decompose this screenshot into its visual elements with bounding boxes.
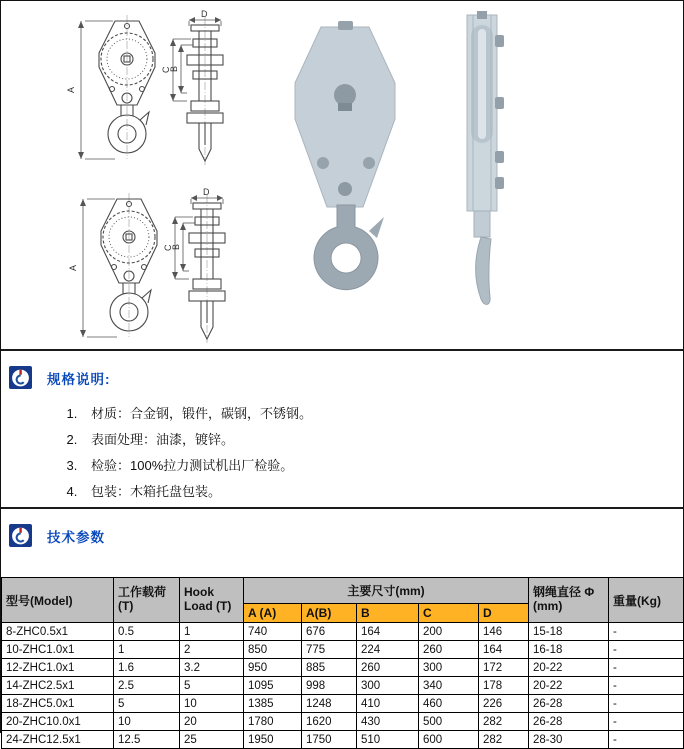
table-cell: 164 — [357, 623, 419, 641]
table-cell: 20 — [180, 713, 244, 731]
table-cell: 164 — [479, 641, 529, 659]
table-cell: - — [609, 659, 684, 677]
table-cell: 1385 — [244, 695, 302, 713]
pulley-hook-icon — [9, 366, 32, 389]
table-cell: 146 — [479, 623, 529, 641]
table-cell: 282 — [479, 731, 529, 749]
table-cell: 10 — [114, 713, 180, 731]
spec-section — [1, 351, 683, 507]
table-cell: 26-28 — [529, 713, 609, 731]
spec-list-item: 3. 检验：100%拉力测试机出厂检验。 — [81, 453, 683, 479]
table-cell: - — [609, 677, 684, 695]
dimension-subheader: D — [479, 604, 529, 623]
table-cell: 1095 — [244, 677, 302, 695]
table-row — [2, 677, 684, 695]
dimension-subheader: A(B) — [302, 604, 357, 623]
table-row — [2, 695, 684, 713]
table-cell: 16-18 — [529, 641, 609, 659]
table-cell: 14-ZHC2.5x1 — [2, 677, 114, 695]
table-cell: 15-18 — [529, 623, 609, 641]
spec-list-item: 2. 表面处理：油漆，镀锌。 — [81, 427, 683, 453]
table-cell: 740 — [244, 623, 302, 641]
table-cell: 2.5 — [114, 677, 180, 695]
col-header-work-load: 工作载荷 (T) — [114, 578, 180, 623]
table-cell: 18-ZHC5.0x1 — [2, 695, 114, 713]
table-cell: 998 — [302, 677, 357, 695]
table-cell: - — [609, 641, 684, 659]
table-cell: 1248 — [302, 695, 357, 713]
params-section-title: 技术参数 — [47, 529, 105, 545]
spec-list — [9, 401, 683, 505]
table-cell: 10-ZHC1.0x1 — [2, 641, 114, 659]
col-header-hook-load: Hook Load (T) — [180, 578, 244, 623]
table-body — [2, 623, 684, 749]
spec-list-item: 1. 材质：合金钢，锻件，碳钢，不锈钢。 — [81, 401, 683, 427]
table-cell: 20-22 — [529, 659, 609, 677]
table-row — [2, 713, 684, 731]
col-header-main-dimensions: 主要尺寸(mm) — [244, 578, 529, 604]
dimension-subheader: B — [357, 604, 419, 623]
spec-list-item: 4. 包装：木箱托盘包装。 — [81, 479, 683, 505]
table-cell: 1 — [114, 641, 180, 659]
table-cell: 775 — [302, 641, 357, 659]
technical-drawing-2 — [67, 187, 242, 345]
table-cell: 500 — [419, 713, 479, 731]
table-cell: 460 — [419, 695, 479, 713]
table-cell: - — [609, 731, 684, 749]
table-cell: 510 — [357, 731, 419, 749]
table-cell: 600 — [419, 731, 479, 749]
table-row — [2, 641, 684, 659]
table-cell: 1620 — [302, 713, 357, 731]
table-cell: 676 — [302, 623, 357, 641]
col-header-weight: 重量(Kg) — [609, 578, 684, 623]
table-cell: 172 — [479, 659, 529, 677]
table-cell: 2 — [180, 641, 244, 659]
table-cell: 12-ZHC1.0x1 — [2, 659, 114, 677]
product-photo-side — [447, 11, 519, 313]
table-cell: 885 — [302, 659, 357, 677]
table-cell: 1950 — [244, 731, 302, 749]
table-cell: 950 — [244, 659, 302, 677]
product-images-section — [1, 1, 683, 349]
table-cell: 10 — [180, 695, 244, 713]
col-header-rope-diameter: 钢绳直径 Φ (mm) — [529, 578, 609, 623]
dimension-subheader: A (A) — [244, 604, 302, 623]
table-cell: 28-30 — [529, 731, 609, 749]
pulley-hook-icon — [9, 524, 32, 547]
table-cell: 25 — [180, 731, 244, 749]
table-cell: 26-28 — [529, 695, 609, 713]
spec-section-title: 规格说明: — [47, 371, 111, 387]
table-cell: 5 — [114, 695, 180, 713]
table-cell: 24-ZHC12.5x1 — [2, 731, 114, 749]
dimension-subheader: C — [419, 604, 479, 623]
parameters-table — [1, 577, 684, 749]
table-cell: 224 — [357, 641, 419, 659]
table-cell: 178 — [479, 677, 529, 695]
table-cell: 226 — [479, 695, 529, 713]
technical-drawing-1 — [65, 9, 240, 167]
product-photo-front — [289, 21, 401, 305]
table-cell: 20-ZHC10.0x1 — [2, 713, 114, 731]
table-cell: 3.2 — [180, 659, 244, 677]
table-row — [2, 731, 684, 749]
table-cell: - — [609, 713, 684, 731]
table-cell: 850 — [244, 641, 302, 659]
table-cell: 282 — [479, 713, 529, 731]
table-cell: 200 — [419, 623, 479, 641]
table-row — [2, 623, 684, 641]
params-section — [1, 509, 683, 577]
table-cell: 0.5 — [114, 623, 180, 641]
table-cell: - — [609, 623, 684, 641]
table-cell: 410 — [357, 695, 419, 713]
table-cell: 1780 — [244, 713, 302, 731]
table-cell: 300 — [357, 677, 419, 695]
table-cell: 8-ZHC0.5x1 — [2, 623, 114, 641]
table-cell: 260 — [419, 641, 479, 659]
table-cell: 5 — [180, 677, 244, 695]
table-cell: 1.6 — [114, 659, 180, 677]
table-cell: 12.5 — [114, 731, 180, 749]
table-row — [2, 659, 684, 677]
table-cell: 430 — [357, 713, 419, 731]
table-cell: 260 — [357, 659, 419, 677]
table-cell: 1 — [180, 623, 244, 641]
table-cell: 300 — [419, 659, 479, 677]
table-cell: 1750 — [302, 731, 357, 749]
table-cell: 20-22 — [529, 677, 609, 695]
table-cell: - — [609, 695, 684, 713]
col-header-model: 型号(Model) — [2, 578, 114, 623]
table-cell: 340 — [419, 677, 479, 695]
